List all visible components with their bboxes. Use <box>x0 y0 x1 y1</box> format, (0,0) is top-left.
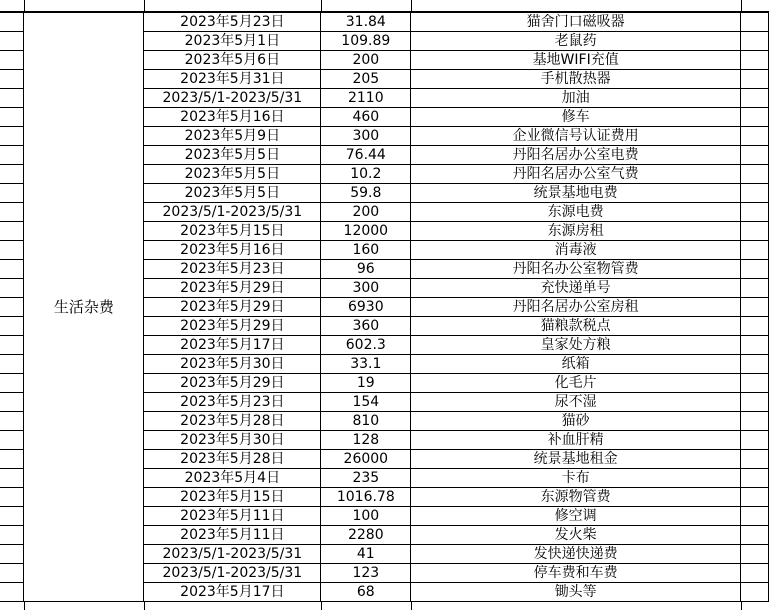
empty-cell[interactable] <box>741 89 769 108</box>
empty-cell[interactable] <box>741 203 769 222</box>
amount-cell[interactable]: 300 <box>321 127 411 146</box>
empty-cell[interactable] <box>741 279 769 298</box>
amount-cell[interactable]: 109.89 <box>321 32 411 51</box>
row-gutter-cell[interactable] <box>0 545 24 564</box>
item-cell[interactable]: 丹阳名居办公室气费 <box>411 165 741 184</box>
empty-cell[interactable] <box>741 108 769 127</box>
bottom-gridline <box>321 601 322 610</box>
empty-cell[interactable] <box>741 32 769 51</box>
empty-cell[interactable] <box>741 507 769 526</box>
date-cell[interactable]: 2023年5月28日 <box>144 412 321 431</box>
item-cell[interactable]: 东源物管费 <box>411 488 741 507</box>
bottom-gridline <box>144 601 145 610</box>
row-gutter-cell[interactable] <box>0 469 24 488</box>
item-cell[interactable]: 发快递快递费 <box>411 545 741 564</box>
bottom-row-strip <box>0 601 769 610</box>
empty-cell[interactable] <box>741 260 769 279</box>
row-gutter-cell[interactable] <box>0 241 24 260</box>
row-gutter-cell[interactable] <box>0 488 24 507</box>
date-cell[interactable]: 2023年5月17日 <box>144 336 321 355</box>
empty-cell[interactable] <box>741 222 769 241</box>
amount-cell[interactable]: 200 <box>321 203 411 222</box>
row-gutter-cell[interactable] <box>0 70 24 89</box>
row-gutter-cell[interactable] <box>0 507 24 526</box>
row-gutter-cell[interactable] <box>0 279 24 298</box>
amount-cell[interactable]: 10.2 <box>321 165 411 184</box>
amount-cell[interactable]: 1016.78 <box>321 488 411 507</box>
date-cell[interactable]: 2023/5/1-2023/5/31 <box>144 545 321 564</box>
item-cell[interactable]: 尿不湿 <box>411 393 741 412</box>
amount-cell[interactable]: 2110 <box>321 89 411 108</box>
row-gutter-cell[interactable] <box>0 526 24 545</box>
empty-cell[interactable] <box>741 317 769 336</box>
amount-cell[interactable]: 33.1 <box>321 355 411 374</box>
date-cell[interactable]: 2023年5月31日 <box>144 70 321 89</box>
row-gutter-cell[interactable] <box>0 355 24 374</box>
row-gutter-cell[interactable] <box>0 127 24 146</box>
amount-cell[interactable]: 160 <box>321 241 411 260</box>
date-cell[interactable]: 2023年5月9日 <box>144 127 321 146</box>
date-cell[interactable]: 2023/5/1-2023/5/31 <box>144 203 321 222</box>
row-gutter-cell[interactable] <box>0 51 24 70</box>
empty-cell[interactable] <box>741 488 769 507</box>
item-cell[interactable]: 基地WIFI充值 <box>411 51 741 70</box>
empty-cell[interactable] <box>741 336 769 355</box>
item-cell[interactable]: 补血肝精 <box>411 431 741 450</box>
row-gutter-cell[interactable] <box>0 165 24 184</box>
empty-cell[interactable] <box>741 70 769 89</box>
item-cell[interactable]: 皇家处方粮 <box>411 336 741 355</box>
row-gutter-cell[interactable] <box>0 564 24 583</box>
item-cell[interactable]: 东源电费 <box>411 203 741 222</box>
row-gutter-cell[interactable] <box>0 89 24 108</box>
amount-cell[interactable]: 810 <box>321 412 411 431</box>
amount-cell[interactable]: 128 <box>321 431 411 450</box>
expense-table <box>0 12 769 602</box>
date-cell[interactable]: 2023年5月23日 <box>144 260 321 279</box>
empty-cell[interactable] <box>741 431 769 450</box>
item-cell[interactable]: 猫砂 <box>411 412 741 431</box>
empty-cell[interactable] <box>741 526 769 545</box>
amount-cell[interactable]: 76.44 <box>321 146 411 165</box>
amount-cell[interactable]: 100 <box>321 507 411 526</box>
date-cell[interactable]: 2023年5月16日 <box>144 241 321 260</box>
row-gutter-cell[interactable] <box>0 336 24 355</box>
amount-cell[interactable]: 602.3 <box>321 336 411 355</box>
amount-cell[interactable]: 59.8 <box>321 184 411 203</box>
amount-cell[interactable]: 41 <box>321 545 411 564</box>
date-cell[interactable]: 2023年5月5日 <box>144 146 321 165</box>
item-cell[interactable]: 猫粮款税点 <box>411 317 741 336</box>
row-gutter-cell[interactable] <box>0 393 24 412</box>
item-cell[interactable]: 东源房租 <box>411 222 741 241</box>
amount-cell[interactable]: 154 <box>321 393 411 412</box>
empty-cell[interactable] <box>741 393 769 412</box>
table-row <box>0 13 769 32</box>
date-cell[interactable]: 2023年5月28日 <box>144 450 321 469</box>
item-cell[interactable]: 发火柴 <box>411 526 741 545</box>
date-cell[interactable]: 2023年5月5日 <box>144 184 321 203</box>
bottom-gridline <box>411 601 412 610</box>
bottom-gridline <box>741 601 742 610</box>
item-cell[interactable]: 手机散热器 <box>411 70 741 89</box>
date-cell[interactable]: 2023年5月4日 <box>144 469 321 488</box>
amount-cell[interactable]: 360 <box>321 317 411 336</box>
item-cell[interactable]: 老鼠药 <box>411 32 741 51</box>
date-cell[interactable]: 2023年5月17日 <box>144 583 321 602</box>
item-cell[interactable]: 停车费和车费 <box>411 564 741 583</box>
item-cell[interactable]: 修车 <box>411 108 741 127</box>
date-cell[interactable]: 2023年5月6日 <box>144 51 321 70</box>
empty-cell[interactable] <box>741 583 769 602</box>
amount-cell[interactable]: 19 <box>321 374 411 393</box>
date-cell[interactable]: 2023/5/1-2023/5/31 <box>144 89 321 108</box>
empty-cell[interactable] <box>741 298 769 317</box>
amount-cell[interactable]: 460 <box>321 108 411 127</box>
date-cell[interactable]: 2023年5月15日 <box>144 222 321 241</box>
row-gutter-cell[interactable] <box>0 583 24 602</box>
row-gutter-cell[interactable] <box>0 317 24 336</box>
empty-cell[interactable] <box>741 146 769 165</box>
item-cell[interactable]: 修空调 <box>411 507 741 526</box>
bottom-gridline <box>24 601 25 610</box>
row-gutter-cell[interactable] <box>0 260 24 279</box>
item-cell[interactable]: 统景基地电费 <box>411 184 741 203</box>
date-cell[interactable]: 2023年5月16日 <box>144 108 321 127</box>
category-cell[interactable]: 生活杂费 <box>24 13 144 602</box>
empty-cell[interactable] <box>741 469 769 488</box>
row-gutter-cell[interactable] <box>0 450 24 469</box>
item-cell[interactable]: 统景基地租金 <box>411 450 741 469</box>
item-cell[interactable]: 丹阳名居办公室房租 <box>411 298 741 317</box>
amount-cell[interactable]: 6930 <box>321 298 411 317</box>
empty-cell[interactable] <box>741 450 769 469</box>
date-cell[interactable]: 2023年5月29日 <box>144 374 321 393</box>
date-cell[interactable]: 2023年5月15日 <box>144 488 321 507</box>
item-cell[interactable]: 锄头等 <box>411 583 741 602</box>
empty-cell[interactable] <box>741 241 769 260</box>
row-gutter-cell[interactable] <box>0 298 24 317</box>
empty-cell[interactable] <box>741 165 769 184</box>
row-gutter-cell[interactable] <box>0 412 24 431</box>
date-cell[interactable]: 2023年5月29日 <box>144 317 321 336</box>
amount-cell[interactable]: 31.84 <box>321 13 411 32</box>
date-cell[interactable]: 2023年5月5日 <box>144 165 321 184</box>
item-cell[interactable]: 化毛片 <box>411 374 741 393</box>
amount-cell[interactable]: 205 <box>321 70 411 89</box>
amount-cell[interactable]: 235 <box>321 469 411 488</box>
empty-cell[interactable] <box>741 374 769 393</box>
date-cell[interactable]: 2023年5月11日 <box>144 507 321 526</box>
row-gutter-cell[interactable] <box>0 203 24 222</box>
amount-cell[interactable]: 300 <box>321 279 411 298</box>
row-gutter-cell[interactable] <box>0 374 24 393</box>
date-cell[interactable]: 2023年5月11日 <box>144 526 321 545</box>
empty-cell[interactable] <box>741 184 769 203</box>
empty-cell[interactable] <box>741 545 769 564</box>
date-cell[interactable]: 2023年5月29日 <box>144 279 321 298</box>
amount-cell[interactable]: 68 <box>321 583 411 602</box>
item-cell[interactable]: 企业微信号认证费用 <box>411 127 741 146</box>
item-cell[interactable]: 卡布 <box>411 469 741 488</box>
date-cell[interactable]: 2023年5月23日 <box>144 393 321 412</box>
row-gutter-cell[interactable] <box>0 431 24 450</box>
amount-cell[interactable]: 123 <box>321 564 411 583</box>
amount-cell[interactable]: 200 <box>321 51 411 70</box>
date-cell[interactable]: 2023/5/1-2023/5/31 <box>144 564 321 583</box>
amount-cell[interactable]: 26000 <box>321 450 411 469</box>
date-cell[interactable]: 2023年5月30日 <box>144 431 321 450</box>
date-cell[interactable]: 2023年5月1日 <box>144 32 321 51</box>
item-cell[interactable]: 猫舍门口磁吸器 <box>411 13 741 32</box>
row-gutter-cell[interactable] <box>0 184 24 203</box>
amount-cell[interactable]: 12000 <box>321 222 411 241</box>
empty-cell[interactable] <box>741 13 769 32</box>
empty-cell[interactable] <box>741 127 769 146</box>
item-cell[interactable]: 纸箱 <box>411 355 741 374</box>
row-gutter-cell[interactable] <box>0 32 24 51</box>
amount-cell[interactable]: 2280 <box>321 526 411 545</box>
empty-cell[interactable] <box>741 355 769 374</box>
row-gutter-cell[interactable] <box>0 108 24 127</box>
item-cell[interactable]: 丹阳名居办公室电费 <box>411 146 741 165</box>
date-cell[interactable]: 2023年5月23日 <box>144 13 321 32</box>
empty-cell[interactable] <box>741 412 769 431</box>
empty-cell[interactable] <box>741 564 769 583</box>
row-gutter-cell[interactable] <box>0 222 24 241</box>
item-cell[interactable]: 丹阳名办公室物管费 <box>411 260 741 279</box>
row-gutter-cell[interactable] <box>0 146 24 165</box>
amount-cell[interactable]: 96 <box>321 260 411 279</box>
date-cell[interactable]: 2023年5月30日 <box>144 355 321 374</box>
item-cell[interactable]: 加油 <box>411 89 741 108</box>
date-cell[interactable]: 2023年5月29日 <box>144 298 321 317</box>
item-cell[interactable]: 充快递单号 <box>411 279 741 298</box>
item-cell[interactable]: 消毒液 <box>411 241 741 260</box>
row-gutter-cell[interactable] <box>0 13 24 32</box>
empty-cell[interactable] <box>741 51 769 70</box>
